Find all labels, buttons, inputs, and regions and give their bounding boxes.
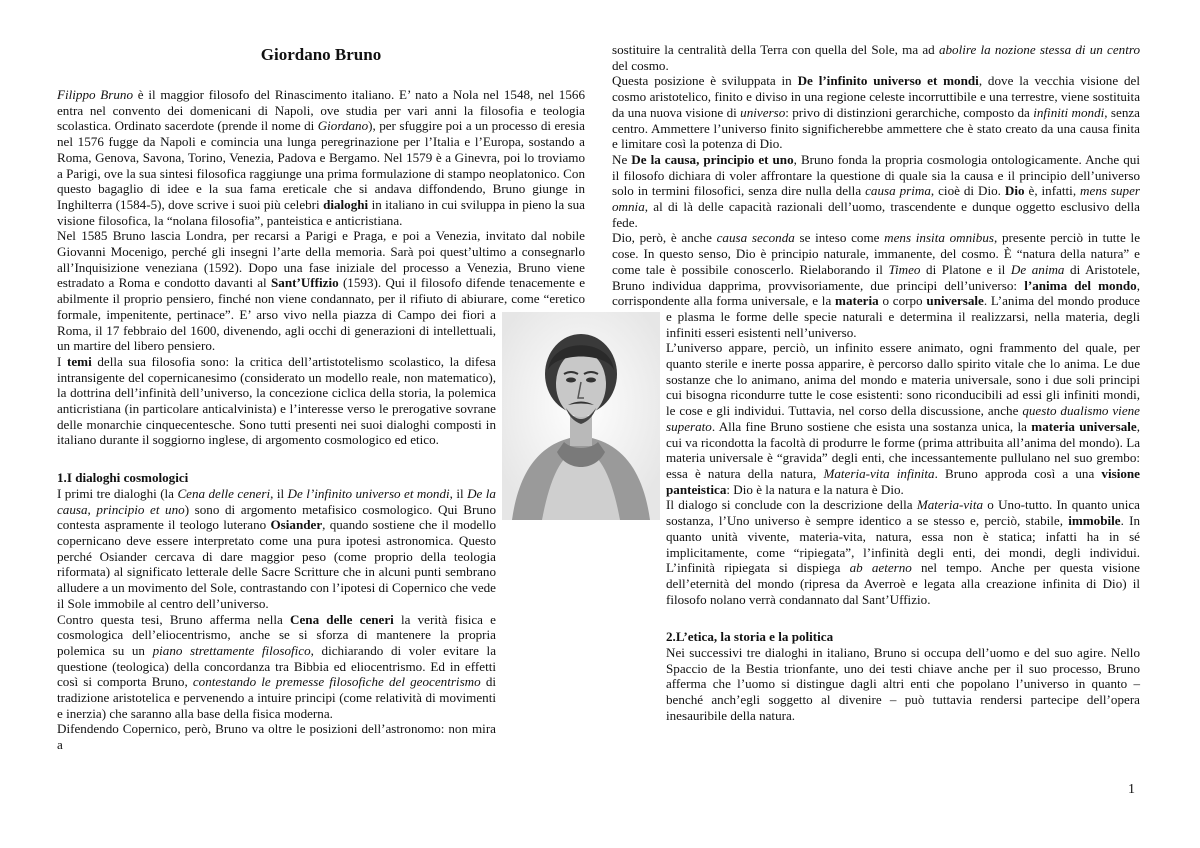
text-run: I primi tre dialoghi (la — [57, 485, 178, 501]
text-run: , dichiarando di voler evitare la questione (teologica) della concordanza tra Bibbia ed eliocentrismo. Ed in effetti così si comporta Bruno, — [57, 642, 496, 690]
text-run: , il — [449, 485, 468, 501]
text-run: . In quanto unità vivente, materia-vita, natura, essa non è statica; infatti ha in sé implicitamente, come “ripiegata”, l’infinità degli enti, dei mondi, degli individui. L’infinità ripiegata si dispiega — [666, 513, 1140, 576]
italic-text: De anima — [1010, 261, 1065, 277]
text-run: la verità fisica e cosmologica dell’eliocentrismo, anche se si sforza di mantenere la propria polemica su un — [57, 611, 496, 658]
giordano-bruno-portrait — [502, 312, 660, 520]
text-run: di Aristotele, Bruno individua dapprima, provvisoriamente, due principi dell’universo: — [612, 261, 1140, 293]
bold-text: Cena delle ceneri — [290, 611, 394, 627]
paragraph — [612, 340, 1140, 497]
text-run: (1593). Qui il filosofo difende tenacemente e abilmente il proprio pensiero, finché non viene condannato, per il rifiuto di abiurare, come “eretico formale, impenitente, pertinace”. E’ arso vivo nella piazza di Campo dei fiori a Roma, il 17 febbraio del 1600, divenendo, agli occhi di generazioni di intellettuali, un martire del libero pensiero. — [57, 275, 586, 354]
bold-text: visione panteistica — [666, 465, 1140, 497]
image-float-block — [496, 686, 585, 736]
page-title: Giordano Bruno — [260, 45, 382, 64]
italic-text: ab aeterno — [849, 560, 912, 576]
bold-text: materia universale — [1031, 418, 1137, 434]
paragraph — [612, 73, 1140, 152]
text-run: ), per sfuggire poi a un processo di eresia nel 1576 fugge da Napoli e comincia una lunga peregrinazione per l’Italia e l’Europa, sostando a Roma, Genova, Savona, Torino, Venezia, Padova e Bergamo. Nel 1579 è a Ginevra, poi lo troviamo a Parigi, ove la sua sintesi filosofica raggiunge una prima formulazione di stampo neoplatonico. Con questo bagaglio di idee e la sua fama ereticale che si andava diffondendo, Bruno giunge in Inghilterra (1584-5), dove scrive i suoi più celebri — [57, 118, 585, 212]
text-run: nel tempo. Anche per questa visione dell’eternità del mondo (ripresa da Averroè e legata alla creazione infinita di Dio) il filosofo nolano verrà condannato dal Sant’Uffizio. — [666, 560, 1140, 607]
text-run: L’universo appare, perciò, un infinito essere animato, ogni frammento del quale, per quanto sterile e inerte possa apparire, è percorso dallo spirito vitale che lo anima. Le due sostanze che lo animano, anima del mondo e materia universale, sono i due soli principi cui bisogna ricondurre tutte le cose esistenti: sono riconducibili ad essi gli infiniti mondi, le cose e gli individui. Tuttavia, nel corso della discussione, anche — [666, 340, 1140, 419]
bold-text: temi — [67, 353, 92, 369]
bold-text: De la causa, principio et uno — [631, 151, 794, 167]
text-run: . L’anima del mondo produce e plasma le forme delle specie naturali e determina il realizzarsi, nella materia, degli infiniti esseri esistenti nell’universo. — [666, 293, 1140, 340]
italic-text: Giordano — [317, 118, 369, 134]
text-run: , senza centro. Ammettere l’universo finito significherebbe ammettere che è stato creato da una causa finita e limitare così la potenza di Dio. — [612, 104, 1140, 152]
text-run: Il dialogo si conclude con la descrizione della — [666, 497, 917, 513]
text-run: di Platone e il — [920, 261, 1011, 277]
text-run: sostituire la centralità della Terra con quella del Sole, ma ad — [612, 42, 939, 57]
text-run: , presente perciò in tutte le cose. In questo senso, Dio è principio naturale, immanente, del cosmo. È “natura della natura” e come tale è possibile conoscerlo. Rielaborando il — [612, 230, 1141, 277]
italic-text: universo — [740, 104, 786, 120]
italic-text: Cena delle ceneri — [177, 485, 271, 501]
image-float-block — [496, 736, 585, 770]
text-run: 1.I dialoghi cosmologici — [57, 470, 189, 486]
italic-text: Timeo — [888, 261, 921, 277]
text-run: , Bruno fonda la propria cosmologia ontologicamente. Anche qui il filosofo dichiara di voler affrontare la questione di quale sia la causa e il principio dell’universo solo in termini filosofici, senza dire nulla della — [612, 151, 1140, 199]
text-run: ) sono di argomento metafisico cosmologico. Qui Bruno contesta aspramente il teologo luterano — [57, 501, 496, 533]
text-run: . Bruno approda così a una — [934, 465, 1102, 481]
text-run: è, infatti, — [1024, 183, 1081, 199]
italic-text: De la causa, principio et uno — [57, 485, 496, 517]
text-run: è il maggior filosofo del Rinascimento italiano. E’ nato a Nola nel 1548, nel 1566 entra nel convento dei domenicani di Napoli, ove studia per vari anni la filosofia e teologia scolastica. Ordinato sacerdote (prende il nome di — [57, 87, 585, 134]
bold-text: De l’infinito universo et mondi — [797, 73, 979, 89]
text-run: in italiano in cui sviluppa in pieno la sua visione filosofica, la “nolana filosofia”, panteistica e anticristiana. — [57, 196, 585, 228]
text-run: I — [57, 353, 67, 369]
right-column-body — [612, 42, 1140, 724]
right-column — [612, 42, 1140, 724]
paragraph — [612, 230, 1140, 340]
image-float-block — [612, 520, 666, 700]
bold-text: universale — [926, 293, 984, 309]
text-run: : Dio è la natura e la natura è Dio. — [726, 481, 904, 497]
text-run: Ne — [612, 151, 632, 167]
bold-text: Osiander — [270, 517, 323, 533]
page-number: 1 — [1128, 782, 1135, 797]
section-heading — [612, 629, 1140, 645]
bold-text: l’anima del mondo — [1024, 277, 1137, 293]
text-run: : privo di distinzioni gerarchiche, composto da — [785, 104, 1034, 120]
italic-text: piano strettamente filosofico — [152, 642, 311, 658]
text-run: , il — [270, 485, 288, 501]
text-run: della sua filosofia sono: la critica dell’artistotelismo scolastico, la difesa intransigente del copernicanesimo (considerato un modello reale, non matematico), la dottrina dell’infinità dell’universo, la concezione ciclica della storia, la polemica anticristiana (in particolare anticalvinista) e l’interesse verso le prerogative sovrane delle monarchie cinquecentesche. Sono tutti presenti nei suoi dialoghi composti in italiano durante il soggiorno inglese, di argomento cosmologico ed etico. — [57, 353, 496, 448]
bold-text: Dio — [1004, 183, 1025, 199]
text-run: 2.L’etica, la storia e la politica — [666, 629, 834, 645]
bold-text: dialoghi — [323, 196, 369, 212]
italic-text: causa seconda — [716, 230, 795, 246]
italic-text: Filippo Bruno — [57, 87, 134, 102]
italic-text: infiniti mondi — [1033, 104, 1105, 120]
italic-text: De l’infinito universo et mondi — [287, 485, 450, 501]
bold-text: immobile — [1068, 513, 1121, 529]
text-run: , cui va ricondotta la facoltà di produrre le forme (prima attribuita all’anima del mondo). La materia universale è “gravida” degli enti, che incessantemente pullulano nel suo grembo: essa è natura della natura, — [666, 418, 1140, 481]
italic-text: causa prima — [865, 183, 931, 199]
italic-text: mens insita omnibus — [884, 230, 994, 246]
image-float-block — [612, 700, 666, 723]
paragraph — [612, 645, 1140, 724]
text-run: o Uno-tutto. In quanto unica sostanza, l’Uno universo è sempre identico a se stesso e, perciò, stabile, — [666, 497, 1140, 529]
bold-text: materia — [835, 293, 879, 309]
text-run: . Alla fine Bruno sostiene che esista una sostanza unica, la — [711, 418, 1032, 434]
text-run: , cioè di Dio. — [930, 183, 1005, 199]
italic-text: contestando le premesse filosofiche del geocentrismo — [192, 674, 481, 690]
text-run: Contro questa tesi, Bruno afferma nella — [57, 611, 291, 627]
text-run: , corrispondente alla forma universale, e la — [612, 277, 1140, 309]
text-run: Nei successivi tre dialoghi in italiano, Bruno si occupa dell’uomo e del suo agire. Nello Spaccio de la Bestia trionfante, uno dei testi chiave anche per il suo processo, Bruno afferma che l’uomo si distingue dagli altri enti che popolano l’universo in quanto – benché anch’egli soggetto al divenire – può tuttavia rendersi partecipe dell’opera inesauribile della natura. — [666, 645, 1140, 723]
image-float-block — [496, 520, 585, 686]
paragraph — [612, 152, 1140, 231]
text-run: se inteso come — [794, 230, 885, 246]
text-run: Questa posizione è sviluppata in — [612, 73, 798, 89]
text-run: di tradizione aristotelica e pervenendo a intuire principi (come relatività di movimenti e inerzia) che saranno alla base della fisica moderna. — [57, 674, 497, 721]
paragraph — [612, 42, 1140, 73]
italic-text: Materia-vita infinita — [823, 465, 935, 481]
text-run: , quando sostiene che il modello copernicano deve essere interpretato come una pura ipotesi astronomica. Questo perché Osiander cercava di dare maggior peso (come proprio della teologia riformata) al significato letterale delle Sacre Scritture che in alcuni punti sembrano alludere a un movimento del Sole, contrastando con l’ipotesi di Copernico che vede il Sole immobile al centro dell’universo. — [57, 517, 497, 611]
italic-text: abolire la nozione stessa di un centro — [938, 42, 1141, 57]
italic-text: questo dualismo viene superato — [666, 403, 1140, 434]
paragraph — [57, 87, 585, 228]
text-run: Nel 1585 Bruno lascia Londra, per recarsi a Parigi e Praga, e poi a Venezia, invitato dal nobile Giovanni Mocenigo, perché gli insegni l’arte della memoria. Sarà poi quest’ultimo a consegnarlo all’Inquisizione veneziana (1592). Dopo una fase iniziale del processo a Venezia, Bruno viene estradato a Roma e condotto davanti al — [57, 228, 585, 291]
text-run: o corpo — [878, 293, 927, 309]
paragraph — [612, 497, 1140, 607]
italic-text: Materia-vita — [916, 497, 984, 513]
text-run: , al di là delle capacità razionali dell’uomo, trascendente e dunque oggetto esclusivo della fede. — [612, 199, 1140, 230]
italic-text: mens super omnia — [612, 183, 1141, 215]
text-run: , dove la vecchia visione del cosmo aristotelico, finito e diviso in una regione celeste incorruttibile e una terrestre, viene sostituita da una nuova visione di — [612, 73, 1140, 120]
text-run: del cosmo. — [612, 57, 669, 73]
text-run: Difendendo Copernico, però, Bruno va oltre le posizioni dell’astronomo: non mira a — [57, 721, 496, 753]
bold-text: Sant’Uffizio — [271, 275, 339, 291]
text-run: Dio, però, è anche — [612, 230, 717, 246]
